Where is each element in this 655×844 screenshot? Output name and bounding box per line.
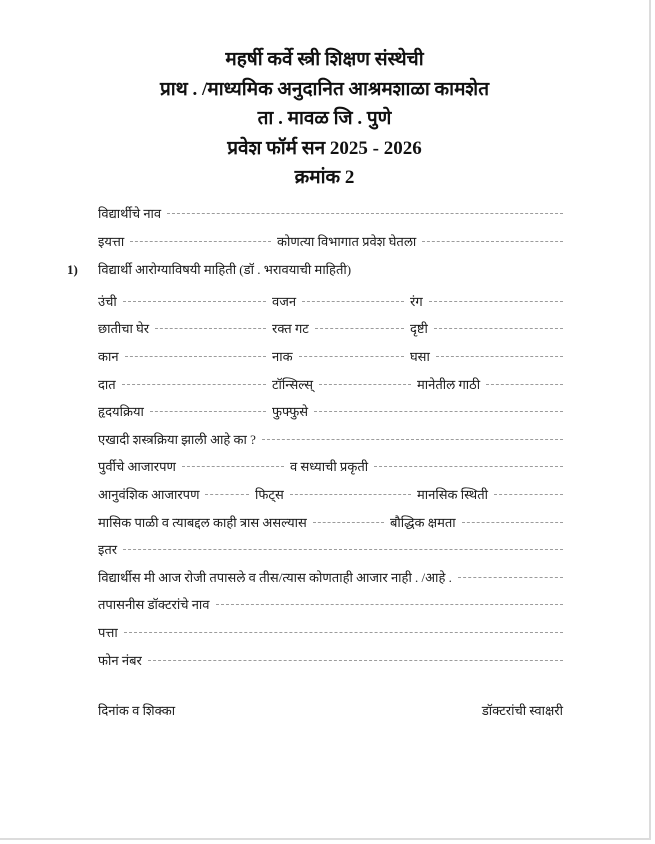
student-name-blank-line <box>167 206 563 214</box>
past-illness-blank-line <box>182 459 284 467</box>
weight-blank-line <box>302 294 404 302</box>
phone-blank-line <box>148 653 563 661</box>
other-blank-line <box>123 542 563 550</box>
height-label: उंची <box>98 293 117 309</box>
address-blank-line <box>124 625 563 633</box>
row-phone <box>98 653 563 681</box>
other-label: इतर <box>98 542 118 558</box>
form-title-year: प्रवेश फॉर्म सन 2025 - 2026 <box>227 137 422 159</box>
fits-blank-line <box>290 487 411 495</box>
intellect-label: बौद्धिक क्षमता <box>390 514 456 530</box>
height-blank-line <box>123 294 266 302</box>
color-blank-line <box>429 294 563 302</box>
tonsils-blank-line <box>319 377 411 385</box>
neck-glands-blank-line <box>486 377 563 385</box>
throat-blank-line <box>436 349 563 357</box>
examined-statement-label: विद्यार्थीस मी आज रोजी तपासले व तीस/त्यास कोणताही आजार नाही . /आहे . <box>98 569 452 585</box>
vision-label: दृष्टी <box>410 321 428 337</box>
row-student-name <box>98 206 563 234</box>
mental-state-blank-line <box>494 487 563 495</box>
heart-label: हृदयक्रिया <box>98 404 144 420</box>
date-stamp-label: दिनांक व शिक्का <box>98 703 176 718</box>
blood-group-blank-line <box>315 321 404 329</box>
department-label: कोणत्या विभागात प्रवेश घेतला <box>277 233 417 249</box>
row-height-weight-color <box>98 294 563 322</box>
vision-blank-line <box>434 321 563 329</box>
section1-heading <box>67 261 563 289</box>
lungs-label: फुफ्फुसे <box>272 404 309 420</box>
current-health-blank-line <box>374 459 563 467</box>
row-heart-lungs <box>98 404 563 432</box>
intellect-blank-line <box>462 515 563 523</box>
menstrual-blank-line <box>313 515 384 523</box>
form-number: क्रमांक 2 <box>294 167 355 188</box>
examined-statement-blank-line <box>458 570 563 578</box>
student-name-label: विद्यार्थीचे नाव <box>98 206 162 221</box>
menstrual-label: मासिक पाळी व त्याबद्दल काही त्रास असल्यास <box>98 514 307 530</box>
row-past-illness-current-health <box>98 459 563 487</box>
row-menstrual-intellect <box>98 515 563 543</box>
fits-label: फिट्स <box>255 486 284 502</box>
blood-group-label: रक्त गट <box>272 321 309 337</box>
color-label: रंग <box>410 293 423 309</box>
row-examining-doctor <box>98 597 563 625</box>
current-health-label: व सध्याची प्रकृती <box>290 459 369 475</box>
examining-doctor-blank-line <box>216 597 563 605</box>
teeth-label: दात <box>98 376 116 392</box>
form-body <box>67 206 563 680</box>
school-name: प्राथ . /माध्यमिक अनुदानित आश्रमशाळा कामशेत <box>159 78 490 100</box>
row-chest-blood-vision <box>98 321 563 349</box>
ear-blank-line <box>125 349 266 357</box>
chest-label: छातीचा घेर <box>98 321 150 337</box>
chest-blank-line <box>155 321 266 329</box>
ear-label: कान <box>98 348 119 364</box>
institution-name: महर्षी कर्वे स्त्री शिक्षण संस्थेची <box>225 49 424 70</box>
tonsils-label: टॉन्सिल्स् <box>272 376 314 392</box>
address-label: पत्ता <box>98 624 118 640</box>
weight-label: वजन <box>272 293 297 309</box>
department-blank-line <box>422 234 563 242</box>
nose-blank-line <box>299 349 404 357</box>
throat-label: घसा <box>410 348 430 364</box>
surgery-label: एखादी शस्त्रक्रिया झाली आहे का ? <box>98 431 256 447</box>
row-hereditary-fits-mental <box>98 487 563 515</box>
class-blank-line <box>130 234 271 242</box>
examining-doctor-label: तपासनीस डॉक्टरांचे नाव <box>98 597 210 613</box>
mental-state-label: मानसिक स्थिती <box>417 486 488 502</box>
hereditary-illness-blank-line <box>205 487 249 495</box>
past-illness-label: पुर्वीचे आजारपण <box>98 459 176 475</box>
row-teeth-tonsils-glands <box>98 377 563 405</box>
teeth-blank-line <box>122 377 266 385</box>
row-surgery <box>98 432 563 460</box>
school-location: ता . मावळ जि . पुणे <box>257 108 392 129</box>
class-label: इयत्ता <box>98 233 125 249</box>
neck-glands-label: मानेतील गाठी <box>417 376 481 392</box>
section1-title: विद्यार्थी आरोग्याविषयी माहिती (डॉ . भरावयाची माहिती) <box>98 262 352 278</box>
doctor-signature-label: डॉक्टरांची स्वाक्षरी <box>481 703 563 718</box>
form-footer <box>98 703 563 719</box>
nose-label: नाक <box>272 348 293 364</box>
surgery-blank-line <box>262 432 563 440</box>
phone-label: फोन नंबर <box>98 652 142 668</box>
hereditary-illness-label: आनुवंशिक आजारपण <box>98 486 200 502</box>
row-class-department <box>98 234 563 262</box>
row-examined-statement <box>98 570 563 598</box>
row-ear-nose-throat <box>98 349 563 377</box>
form-header <box>0 45 649 193</box>
lungs-blank-line <box>314 404 563 412</box>
row-address <box>98 625 563 653</box>
row-other <box>98 542 563 570</box>
section1-number: 1) <box>67 262 78 278</box>
heart-blank-line <box>150 404 266 412</box>
